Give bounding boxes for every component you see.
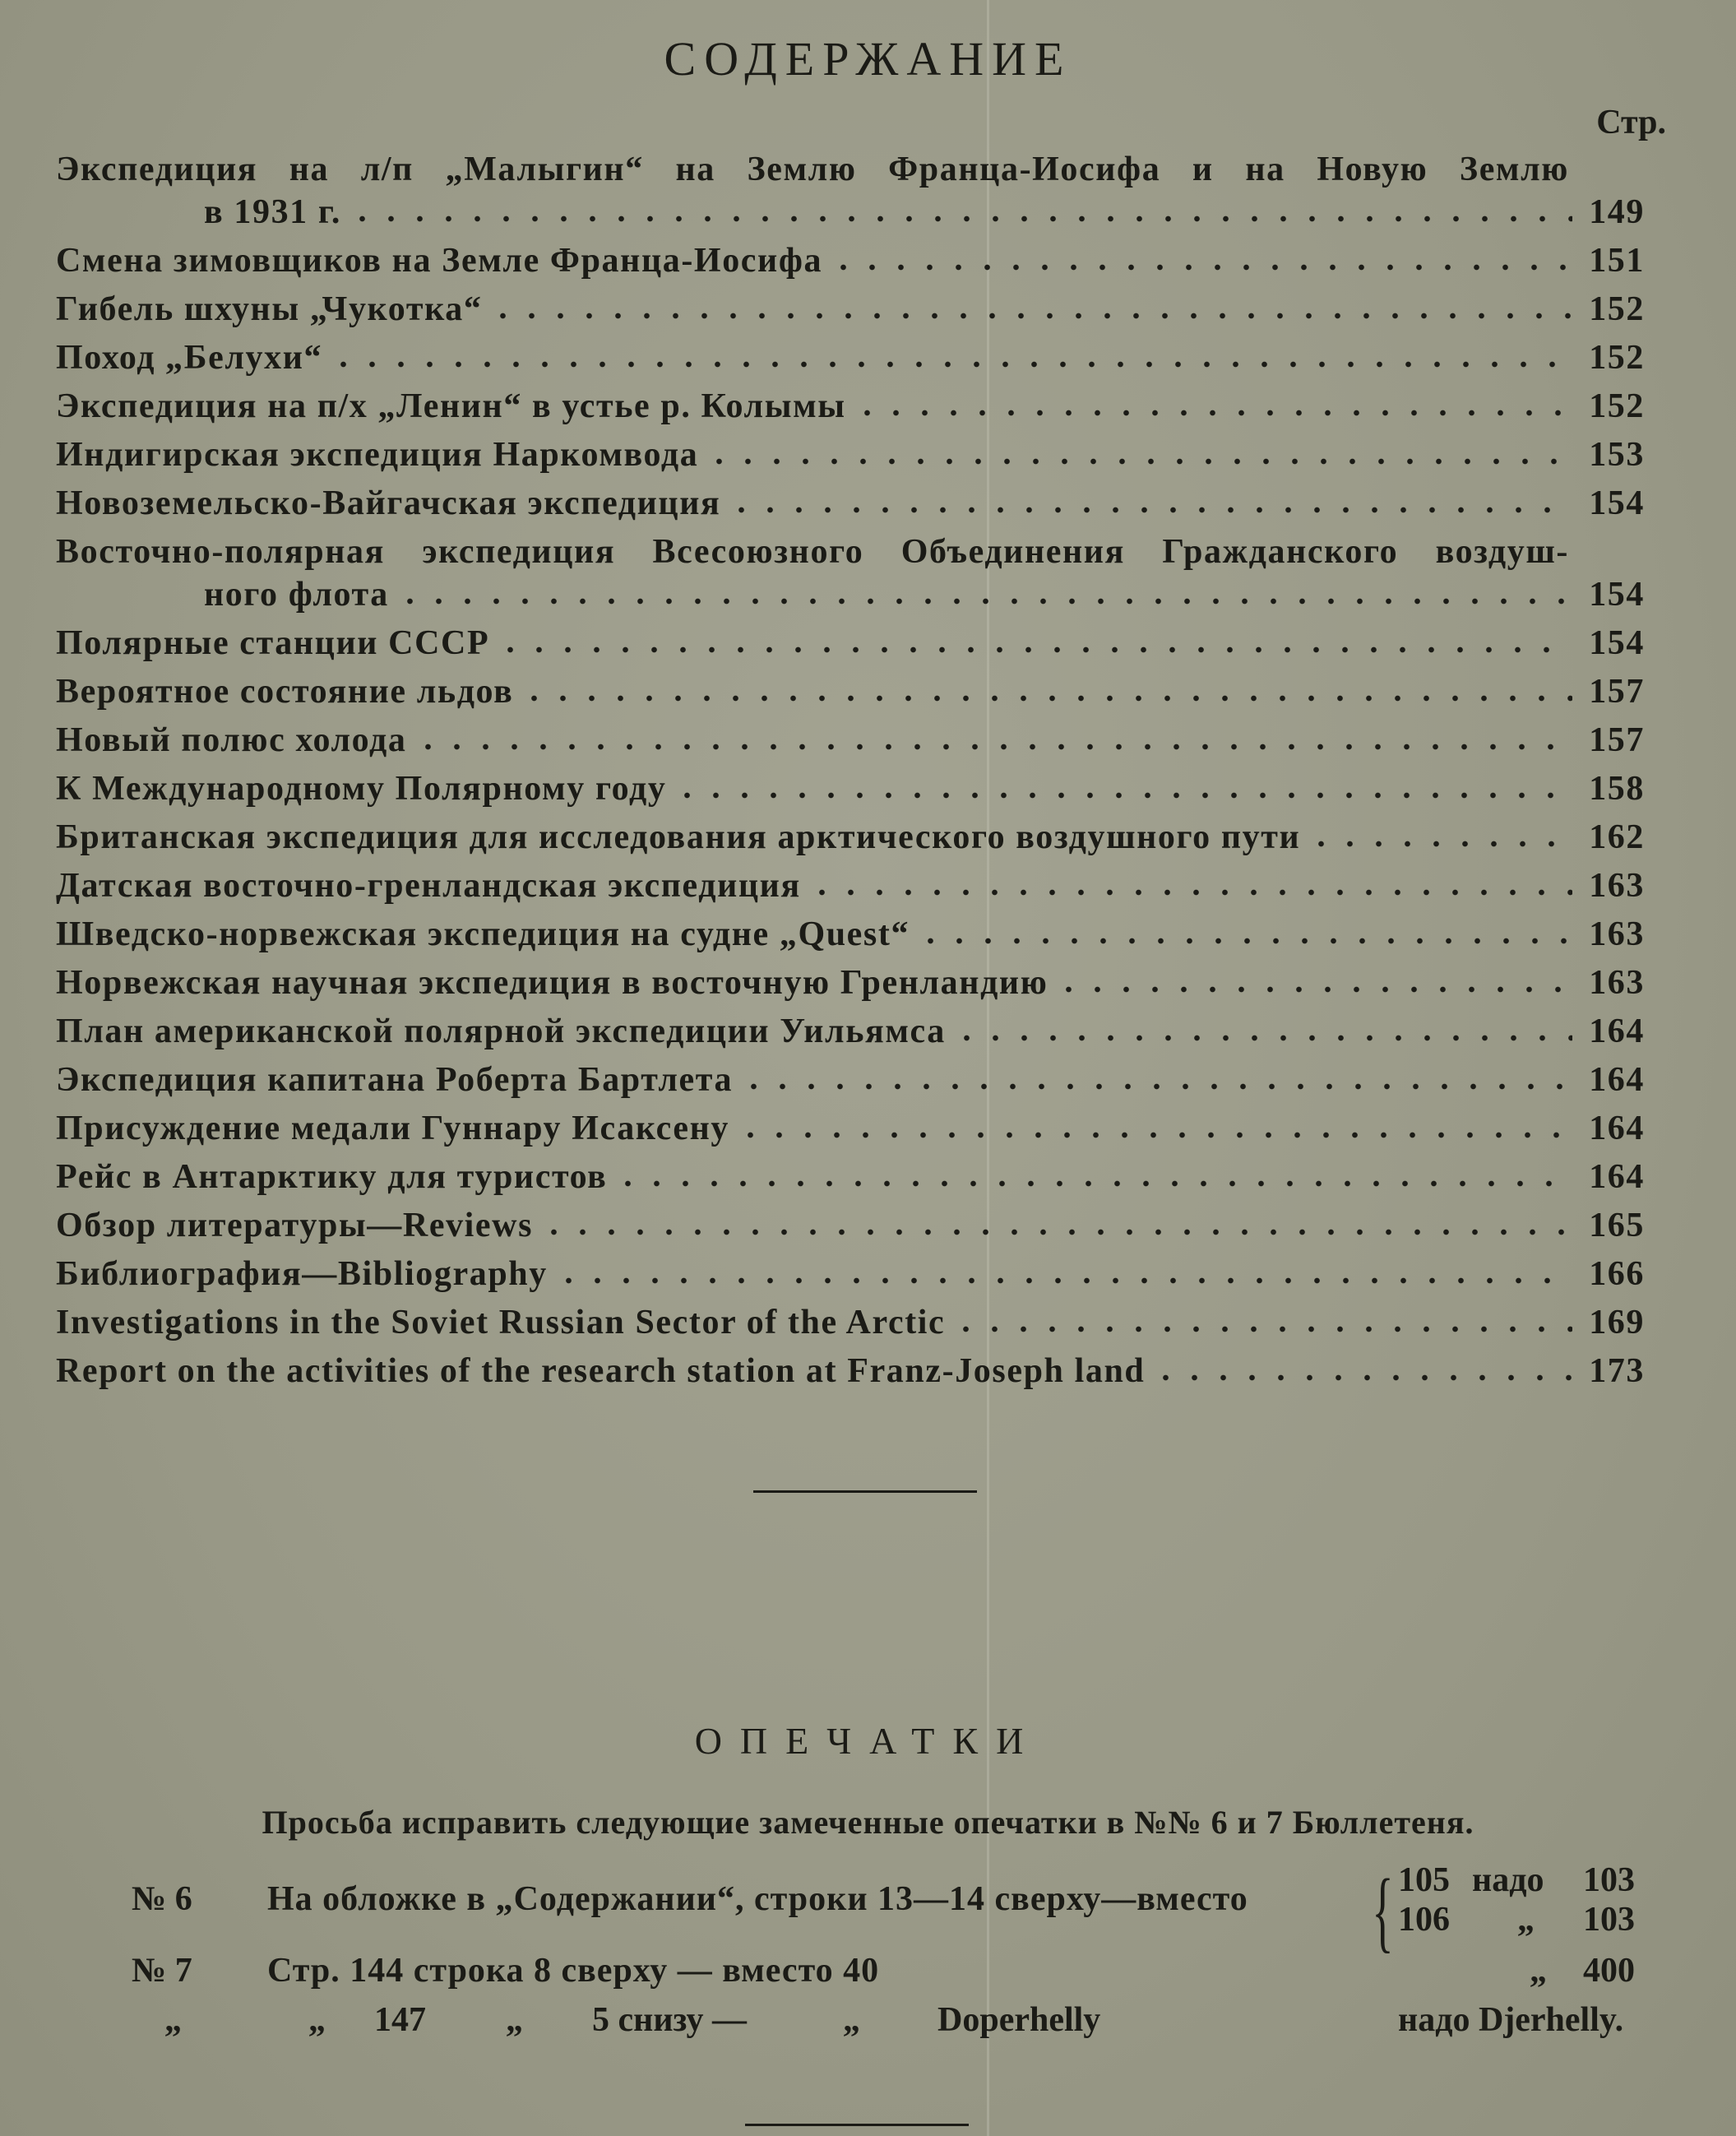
errata-request: Просьба исправить следующие замеченные опечатки в №№ 6 и 7 Бюллетеня.	[262, 1804, 1474, 1841]
leader-dots	[736, 1131, 1572, 1139]
leader-dots	[414, 743, 1573, 751]
toc-entry-title: Присуждение медали Гуннару Исаксену	[56, 1110, 730, 1147]
toc-entry-page: 154	[1589, 484, 1645, 522]
page-column-header: Стр.	[1596, 104, 1666, 141]
leader-dots	[539, 1228, 1572, 1236]
errata-correct: 103	[1583, 1861, 1635, 1899]
toc-entry-page: 164	[1589, 1158, 1645, 1196]
toc-entry-page: 164	[1589, 1110, 1645, 1147]
leader-dots	[1151, 1374, 1572, 1382]
toc-entry	[56, 672, 1645, 720]
errata-wrong: 106	[1398, 1901, 1450, 1939]
toc-entry	[56, 1254, 1645, 1303]
errata-correct: надо Djerhelly.	[1398, 2001, 1624, 2039]
toc-entry-page: 165	[1589, 1207, 1645, 1244]
toc-entry-title: Вероятное состояние льдов	[56, 673, 514, 711]
toc-entry	[56, 1012, 1645, 1060]
toc-entry-title: Поход „Белухи“	[56, 339, 323, 377]
toc-entry-page: 163	[1589, 915, 1645, 953]
errata-text: На обложке в „Содержании“, строки 13—14 сверху—вместо	[267, 1880, 1248, 1918]
toc-entry-page: 162	[1589, 818, 1645, 856]
toc-entry-title: К Международному Полярному году	[56, 770, 667, 808]
toc-entry-page: 152	[1589, 290, 1645, 328]
errata-title: ОПЕЧАТКИ	[694, 1720, 1042, 1762]
brace: {	[1372, 1860, 1394, 1961]
toc-entry-title: ного флота	[204, 576, 389, 614]
toc-entry	[56, 1303, 1645, 1351]
toc-entry-page: 152	[1589, 339, 1645, 377]
toc-entry	[56, 532, 1569, 575]
errata-correct: 103	[1583, 1901, 1635, 1939]
toc-entry-title: Датская восточно-гренландская экспедиция	[56, 867, 801, 905]
toc-entry	[56, 1109, 1645, 1157]
toc-entry-title: Рейс в Антарктику для туристов	[56, 1158, 608, 1196]
toc-entry-title: План американской полярной экспедиции Уильямса	[56, 1012, 946, 1050]
toc-entry	[56, 1157, 1645, 1206]
toc-entry	[56, 435, 1645, 484]
leader-dots	[1054, 985, 1572, 994]
toc-entry	[56, 1060, 1645, 1109]
errata-wrong: 105	[1398, 1861, 1450, 1899]
toc-entry-page: 169	[1589, 1304, 1645, 1341]
toc-entry	[56, 963, 1645, 1012]
toc-entry	[56, 575, 1645, 623]
toc-entry-title: Новоземельско-Вайгачская экспедиция	[56, 484, 721, 522]
leader-dots	[705, 457, 1572, 466]
leader-dots	[916, 937, 1572, 945]
toc-entry-page: 163	[1589, 867, 1645, 905]
toc-entry-title: Investigations in the Soviet Russian Sector of the Arctic	[56, 1304, 946, 1341]
toc-entry-title: Гибель шхуны „Чукотка“	[56, 290, 483, 328]
toc-entry-title: Смена зимовщиков на Земле Франца-Иосифа	[56, 242, 823, 280]
leader-dots	[613, 1179, 1572, 1188]
ditto-mark: „	[506, 2001, 523, 2039]
errata-issue: № 6	[132, 1880, 192, 1918]
leader-dots	[952, 1034, 1572, 1042]
toc-entry-title: Новый полюс холода	[56, 721, 407, 759]
toc-entry-title: Шведско-норвежская экспедиция на судне „Quest“	[56, 915, 910, 953]
toc-entry	[56, 150, 1569, 192]
leader-dots	[554, 1277, 1572, 1285]
leader-dots	[348, 215, 1572, 223]
toc-entry-title: Экспедиция на п/х „Ленин“ в устье р. Колымы	[56, 387, 846, 425]
toc-entry-page: 158	[1589, 770, 1645, 808]
errata-text: Стр. 144 строка 8 сверху — вместо 40	[267, 1952, 880, 1990]
toc-entry	[56, 241, 1645, 290]
toc-entry-title: Экспедиция на л/п „Малыгин“ на Землю Франца-Иосифа и на Новую Землю	[56, 151, 1569, 188]
toc-entry-page: 164	[1589, 1012, 1645, 1050]
toc-entry	[56, 818, 1645, 866]
table-of-contents	[56, 150, 1645, 1400]
leader-dots	[396, 597, 1572, 605]
toc-entry	[56, 623, 1645, 672]
toc-entry-page: 173	[1589, 1352, 1645, 1390]
toc-entry-page: 152	[1589, 387, 1645, 425]
toc-entry-title: Библиография—Bibliography	[56, 1255, 548, 1293]
errata-wrong: Doperhelly	[937, 2001, 1101, 2039]
leader-dots	[829, 263, 1572, 271]
toc-entry-page: 166	[1589, 1255, 1645, 1293]
toc-entry-page: 157	[1589, 673, 1645, 711]
toc-entry	[56, 720, 1645, 769]
leader-dots	[488, 312, 1572, 320]
ditto-mark: „	[308, 2001, 326, 2039]
leader-dots	[739, 1082, 1572, 1091]
toc-entry-page: 163	[1589, 964, 1645, 1002]
leader-dots	[329, 360, 1572, 368]
errata-page: 147	[374, 2001, 426, 2039]
toc-entry	[56, 338, 1645, 387]
toc-entry	[56, 769, 1645, 818]
toc-entry-title: Норвежская научная экспедиция в восточную Гренландию	[56, 964, 1049, 1002]
toc-entry	[56, 1206, 1645, 1254]
leader-dots	[951, 1325, 1572, 1333]
toc-entry-page: 153	[1589, 436, 1645, 474]
toc-entry-title: Экспедиция капитана Роберта Бартлета	[56, 1061, 734, 1099]
errata-text: 5 снизу —	[592, 2001, 748, 2039]
toc-entry	[56, 387, 1645, 435]
errata-label: надо	[1472, 1861, 1544, 1899]
toc-entry-page: 151	[1589, 242, 1645, 280]
ditto-mark: „	[1517, 1901, 1535, 1939]
toc-entry-title: Восточно-полярная экспедиция Всесоюзного Объединения Гражданского воздуш-	[56, 533, 1569, 571]
toc-entry-title: в 1931 г.	[204, 193, 341, 231]
ditto-mark: „	[843, 2001, 860, 2039]
leader-dots	[853, 409, 1572, 417]
toc-entry-title: Британская экспедиция для исследования арктического воздушного пути	[56, 818, 1301, 856]
leader-dots	[496, 646, 1572, 654]
toc-entry-page: 154	[1589, 576, 1645, 614]
toc-title: СОДЕРЖАНИЕ	[664, 32, 1072, 86]
toc-entry	[56, 484, 1645, 532]
toc-entry-page: 164	[1589, 1061, 1645, 1099]
errata-correct: 400	[1583, 1952, 1635, 1990]
ditto-mark: „	[1530, 1952, 1547, 1990]
toc-entry-page: 149	[1589, 193, 1645, 231]
leader-dots	[520, 694, 1572, 702]
toc-entry	[56, 290, 1645, 338]
errata-issue: № 7	[132, 1952, 192, 1990]
toc-entry-title: Индигирская экспедиция Наркомвода	[56, 436, 699, 474]
toc-entry	[56, 1351, 1645, 1400]
divider	[745, 2124, 969, 2126]
ditto-mark: „	[164, 2001, 182, 2039]
toc-entry-page: 157	[1589, 721, 1645, 759]
toc-entry-title: Report on the activities of the research station at Franz-Joseph land	[56, 1352, 1146, 1390]
toc-entry	[56, 866, 1645, 915]
leader-dots	[808, 888, 1572, 897]
toc-entry-title: Полярные станции СССР	[56, 624, 490, 662]
toc-entry-page: 154	[1589, 624, 1645, 662]
toc-entry	[56, 915, 1645, 963]
divider	[753, 1490, 977, 1493]
leader-dots	[1307, 840, 1572, 848]
toc-entry-title: Обзор литературы—Reviews	[56, 1207, 534, 1244]
leader-dots	[727, 506, 1572, 514]
leader-dots	[673, 791, 1572, 799]
toc-entry	[56, 192, 1645, 241]
